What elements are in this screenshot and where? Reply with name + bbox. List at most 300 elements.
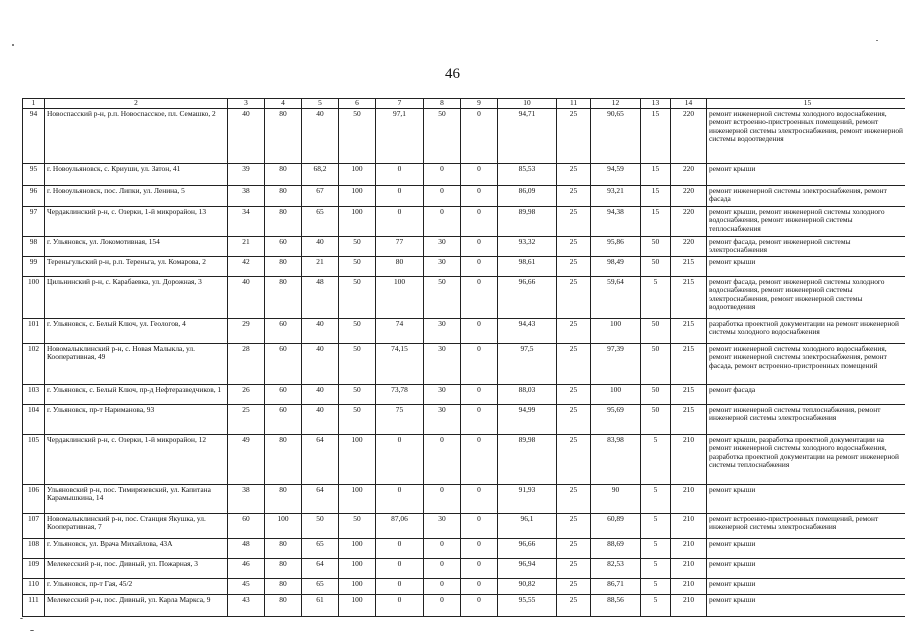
table-cell: 25 [557,186,591,207]
table-cell: 0 [461,559,498,579]
table-cell: 64 [302,435,339,485]
table-cell: 80 [265,257,302,277]
table-cell: г. Ульяновск, пр-т Гая, 45/2 [45,579,228,595]
table-cell: 80 [265,539,302,559]
table-cell: 95,86 [591,237,641,257]
table-cell: 15 [641,186,671,207]
column-header: 14 [671,99,707,109]
table-cell: 42 [228,257,265,277]
table-cell: 50 [339,257,376,277]
table-cell: 97,39 [591,344,641,385]
table-cell: 60 [265,405,302,435]
table-cell: 100 [339,164,376,186]
table-cell: 82,53 [591,559,641,579]
table-cell: 80 [265,164,302,186]
table-cell: 0 [424,595,461,617]
table-cell: 0 [461,385,498,405]
table-cell: 48 [228,539,265,559]
table-cell: 99 [23,257,45,277]
table-cell: 103 [23,385,45,405]
table-row [23,579,905,595]
table-row [23,207,905,237]
table-cell: 100 [339,595,376,617]
table-cell: 25 [557,109,591,164]
table-cell: 50 [641,237,671,257]
table-cell: 0 [461,435,498,485]
table-cell: Новомалыклинский р-н, пос. Станция Якушка, ул. Кооперативная, 7 [45,514,228,539]
table-cell: 98,49 [591,257,641,277]
table-cell: 0 [424,164,461,186]
table-cell: ремонт инженерной системы электроснабжения, ремонт фасада [707,186,905,207]
table-cell: 40 [302,344,339,385]
table-cell: 0 [461,514,498,539]
table-cell: ремонт крыши [707,485,905,514]
scan-speck [30,630,34,631]
table-cell: 21 [302,257,339,277]
table-cell: 25 [557,277,591,319]
table-cell: 25 [557,164,591,186]
table-row [23,435,905,485]
table-cell: Тереньгульский р-н, р.п. Тереньга, ул. Комарова, 2 [45,257,228,277]
table-cell: 25 [557,559,591,579]
table-cell: 5 [641,595,671,617]
table-cell: 25 [557,405,591,435]
table-cell: 74,15 [376,344,424,385]
table-cell: 83,98 [591,435,641,485]
table-cell: 96,66 [498,539,557,559]
table-cell: ремонт крыши [707,595,905,617]
table-cell: 210 [671,539,707,559]
table-cell: Цильнинский р-н, с. Карабаевка, ул. Дорожная, 3 [45,277,228,319]
repair-register-table [22,98,905,617]
table-cell: 40 [302,385,339,405]
table-cell: 60 [265,319,302,344]
table-cell: 80 [376,257,424,277]
table-row [23,405,905,435]
table-cell: 50 [339,319,376,344]
table-cell: 215 [671,319,707,344]
table-cell: 50 [302,514,339,539]
table-cell: 25 [557,539,591,559]
table-row [23,186,905,207]
table-cell: 0 [461,539,498,559]
table-cell: 210 [671,485,707,514]
table-cell: 75 [376,405,424,435]
table-cell: 15 [641,109,671,164]
table-cell: 108 [23,539,45,559]
column-header: 1 [23,99,45,109]
table-cell: 0 [424,186,461,207]
table-cell: 25 [557,385,591,405]
table-cell: 100 [23,277,45,319]
table-cell: 94,59 [591,164,641,186]
column-header: 5 [302,99,339,109]
column-header: 13 [641,99,671,109]
column-header: 8 [424,99,461,109]
table-cell: ремонт инженерной системы холодного водоснабжения, ремонт инженерной системы электроснабжения, ремонт фасада, ремонт встроенно-пристроенных помещений [707,344,905,385]
table-cell: 0 [424,435,461,485]
table-cell: 89,98 [498,207,557,237]
table-cell: 100 [339,186,376,207]
table-cell: 0 [376,559,424,579]
table-cell: 0 [461,277,498,319]
table-cell: 49 [228,435,265,485]
table-cell: г. Ульяновск, с. Белый Ключ, пр-д Нефтеразведчиков, 1 [45,385,228,405]
table-cell: 50 [641,385,671,405]
table-cell: 50 [339,514,376,539]
table-cell: 85,53 [498,164,557,186]
table-cell: 40 [228,277,265,319]
table-cell: 0 [461,164,498,186]
table-cell: разработка проектной документации на ремонт инженерной системы холодного водоснабжения [707,319,905,344]
table-cell: 25 [557,595,591,617]
table-cell: 50 [339,277,376,319]
table-cell: 25 [557,485,591,514]
table-cell: 30 [424,257,461,277]
table-cell: 64 [302,485,339,514]
table-cell: 73,78 [376,385,424,405]
table-cell: 90,65 [591,109,641,164]
table-cell: 25 [557,579,591,595]
table-cell: Новомалыклинский р-н, с. Новая Малыкла, ул. Кооперативная, 49 [45,344,228,385]
table-cell: 60 [265,344,302,385]
table-cell: 98,61 [498,257,557,277]
table-cell: 0 [461,319,498,344]
table-cell: 90,82 [498,579,557,595]
table-cell: 60 [228,514,265,539]
table-cell: 50 [424,109,461,164]
table-cell: 48 [302,277,339,319]
table-cell: 0 [461,485,498,514]
table-cell: 105 [23,435,45,485]
table-cell: 100 [591,385,641,405]
table-cell: 30 [424,405,461,435]
table-cell: Чердаклинский р-н, с. Озерки, 1-й микрорайон, 13 [45,207,228,237]
table-cell: 0 [461,207,498,237]
table-row [23,385,905,405]
table-row [23,277,905,319]
table-cell: 40 [302,109,339,164]
table-cell: 50 [641,257,671,277]
table-cell: 100 [591,319,641,344]
table-cell: 80 [265,559,302,579]
table-row [23,559,905,579]
table-cell: 30 [424,344,461,385]
table-cell: ремонт фасада, ремонт инженерной системы холодного водоснабжения, ремонт инженерной системы электроснабжения, ремонт инженерной системы водоотведения [707,277,905,319]
table-cell: 94,43 [498,319,557,344]
table-cell: 50 [641,319,671,344]
table-cell: 100 [265,514,302,539]
column-header: 9 [461,99,498,109]
table-cell: ремонт встроенно-пристроенных помещений, ремонт инженерной системы электроснабжения [707,514,905,539]
table-cell: 38 [228,186,265,207]
table-cell: 98 [23,237,45,257]
scan-speck [20,618,23,619]
table-cell: 104 [23,405,45,435]
table-cell: 80 [265,277,302,319]
table-cell: ремонт крыши [707,257,905,277]
table-cell: 65 [302,579,339,595]
table-cell: 100 [339,485,376,514]
table-cell: 59,64 [591,277,641,319]
table-cell: 50 [339,109,376,164]
table-cell: 86,09 [498,186,557,207]
table-cell: ремонт крыши [707,164,905,186]
column-header: 12 [591,99,641,109]
table-cell: 45 [228,579,265,595]
table-cell: 26 [228,385,265,405]
table-cell: 0 [461,109,498,164]
table-cell: 80 [265,186,302,207]
table-cell: ремонт крыши [707,559,905,579]
table-row [23,164,905,186]
table-cell: 220 [671,109,707,164]
table-row [23,539,905,559]
table-row [23,257,905,277]
table-cell: 0 [461,237,498,257]
table-cell: 86,71 [591,579,641,595]
table-cell: 90 [591,485,641,514]
table-cell: 38 [228,485,265,514]
table-cell: 210 [671,514,707,539]
table-cell: 0 [461,186,498,207]
table-cell: 94,71 [498,109,557,164]
table-cell: 25 [228,405,265,435]
table-cell: 88,03 [498,385,557,405]
table-cell: 0 [461,595,498,617]
table-row [23,237,905,257]
table-cell: 80 [265,207,302,237]
table-cell: 96 [23,186,45,207]
table-cell: 215 [671,344,707,385]
table-cell: 74 [376,319,424,344]
table-cell: 25 [557,207,591,237]
table-cell: 0 [376,435,424,485]
table-cell: 43 [228,595,265,617]
table-cell: 96,1 [498,514,557,539]
table-cell: 5 [641,277,671,319]
table-cell: 39 [228,164,265,186]
table-cell: 95 [23,164,45,186]
table-cell: 46 [228,559,265,579]
column-number-row [23,99,905,109]
table-cell: 0 [424,207,461,237]
table-cell: 65 [302,207,339,237]
table-cell: 64 [302,559,339,579]
table-cell: 100 [376,277,424,319]
table-cell: 109 [23,559,45,579]
table-cell: 5 [641,539,671,559]
table-cell: 91,93 [498,485,557,514]
table-cell: 60 [265,385,302,405]
table-cell: 65 [302,539,339,559]
table-cell: 30 [424,514,461,539]
table-row [23,595,905,617]
table-cell: 80 [265,485,302,514]
table-cell: Мелекесский р-н, пос. Дивный, ул. Карла Маркса, 9 [45,595,228,617]
table-cell: Мелекесский р-н, пос. Дивный, ул. Пожарная, 3 [45,559,228,579]
table-cell: 111 [23,595,45,617]
table-cell: 100 [339,559,376,579]
table-cell: 61 [302,595,339,617]
scan-speck [12,44,14,46]
table-body [23,109,905,617]
table-cell: 77 [376,237,424,257]
table-cell: 28 [228,344,265,385]
table-cell: 94,38 [591,207,641,237]
table-cell: 25 [557,514,591,539]
table-cell: 25 [557,257,591,277]
table-cell: г. Ульяновск, ул. Врача Михайлова, 43А [45,539,228,559]
table-cell: 97,5 [498,344,557,385]
table-cell: 96,66 [498,277,557,319]
table-cell: 80 [265,435,302,485]
table-cell: 220 [671,207,707,237]
column-header: 10 [498,99,557,109]
table-cell: 15 [641,164,671,186]
table-cell: 30 [424,319,461,344]
table-cell: 100 [339,539,376,559]
table-cell: 0 [376,579,424,595]
table-cell: г. Новоульяновск, с. Криуши, ул. Затон, 41 [45,164,228,186]
table-cell: 94 [23,109,45,164]
table-cell: 0 [424,539,461,559]
table-cell: 210 [671,595,707,617]
table-cell: ремонт крыши [707,539,905,559]
table-cell: 0 [376,539,424,559]
table-cell: 21 [228,237,265,257]
scan-speck [876,40,878,41]
table-cell: 50 [641,344,671,385]
table-cell: 5 [641,514,671,539]
column-header: 2 [45,99,228,109]
table-cell: 50 [339,237,376,257]
table-cell: 88,56 [591,595,641,617]
table-cell: г. Ульяновск, пр-т Нариманова, 93 [45,405,228,435]
table-cell: 25 [557,435,591,485]
table-cell: 110 [23,579,45,595]
table-cell: г. Новоульяновск, пос. Липки, ул. Ленина, 5 [45,186,228,207]
table-cell: 30 [424,237,461,257]
table-cell: 15 [641,207,671,237]
table-cell: 97 [23,207,45,237]
table-cell: 95,55 [498,595,557,617]
table-cell: 50 [339,385,376,405]
table-cell: 0 [376,207,424,237]
table-cell: 30 [424,385,461,405]
table-cell: 25 [557,237,591,257]
table-cell: 5 [641,435,671,485]
table-cell: 88,69 [591,539,641,559]
table-cell: 220 [671,164,707,186]
table-cell: 93,21 [591,186,641,207]
table-cell: 40 [302,319,339,344]
table-cell: 0 [461,344,498,385]
table-cell: ремонт крыши, ремонт инженерной системы холодного водоснабжения, ремонт инженерной системы теплоснабжения [707,207,905,237]
table-cell: 50 [339,344,376,385]
table-cell: 210 [671,559,707,579]
table-cell: 40 [302,237,339,257]
table-cell: 68,2 [302,164,339,186]
table-cell: ремонт фасада, ремонт инженерной системы электроснабжения [707,237,905,257]
column-header: 7 [376,99,424,109]
table-cell: 0 [376,485,424,514]
table-cell: 60,89 [591,514,641,539]
table-cell: 220 [671,237,707,257]
table-cell: 50 [424,277,461,319]
table-cell: ремонт инженерной системы теплоснабжения, ремонт инженерной системы электроснабжения [707,405,905,435]
table-cell: 215 [671,277,707,319]
table-cell: 100 [339,435,376,485]
table-cell: 0 [376,164,424,186]
table-cell: 50 [641,405,671,435]
table-cell: 60 [265,237,302,257]
table-cell: 0 [376,595,424,617]
table-cell: 89,98 [498,435,557,485]
column-header: 6 [339,99,376,109]
table-cell: 0 [461,579,498,595]
table-cell: 107 [23,514,45,539]
table-cell: 67 [302,186,339,207]
table-row [23,319,905,344]
table-cell: 215 [671,385,707,405]
table-cell: 80 [265,579,302,595]
table-row [23,344,905,385]
table-cell: 215 [671,257,707,277]
table-cell: 94,99 [498,405,557,435]
table-cell: 96,94 [498,559,557,579]
table-cell: г. Ульяновск, ул. Локомотивная, 154 [45,237,228,257]
table-cell: 0 [376,186,424,207]
table-cell: 5 [641,485,671,514]
table-cell: 50 [339,405,376,435]
table-cell: 215 [671,405,707,435]
table-cell: ремонт крыши [707,579,905,595]
table-cell: 106 [23,485,45,514]
table-cell: г. Ульяновск, с. Белый Ключ, ул. Геологов, 4 [45,319,228,344]
table-cell: ремонт фасада [707,385,905,405]
table-cell: 0 [424,485,461,514]
table-cell: 29 [228,319,265,344]
table-cell: 25 [557,319,591,344]
table-cell: 40 [228,109,265,164]
table-row [23,514,905,539]
table-cell: ремонт крыши, разработка проектной документации на ремонт инженерной системы холодного водоснабжения, разработка проектной документации на ремонт инженерной системы теплоснабжения [707,435,905,485]
table-row [23,485,905,514]
table-cell: 210 [671,579,707,595]
table-cell: 34 [228,207,265,237]
table-cell: Ульяновский р-н, пос. Тимирязевский, ул. Капитана Карамышкина, 14 [45,485,228,514]
table-cell: Новоспасский р-н, р.п. Новоспасское, пл. Семашко, 2 [45,109,228,164]
page-number: 46 [445,66,460,82]
table-cell: 0 [424,579,461,595]
table-cell: 0 [461,405,498,435]
table-cell: 93,32 [498,237,557,257]
table-cell: 95,69 [591,405,641,435]
table-cell: 87,06 [376,514,424,539]
table-cell: 220 [671,186,707,207]
table-cell: Чердаклинский р-н, с. Озерки, 1-й микрорайон, 12 [45,435,228,485]
table-cell: 100 [339,207,376,237]
table-cell: 5 [641,579,671,595]
table-cell: 0 [424,559,461,579]
column-header: 3 [228,99,265,109]
table-cell: 101 [23,319,45,344]
table-cell: ремонт инженерной системы холодного водоснабжения, ремонт встроенно-пристроенных помещений, ремонт инженерной системы электроснабжения, ремонт инженерной системы водоотведения [707,109,905,164]
table-cell: 97,1 [376,109,424,164]
column-header: 11 [557,99,591,109]
table-cell: 25 [557,344,591,385]
